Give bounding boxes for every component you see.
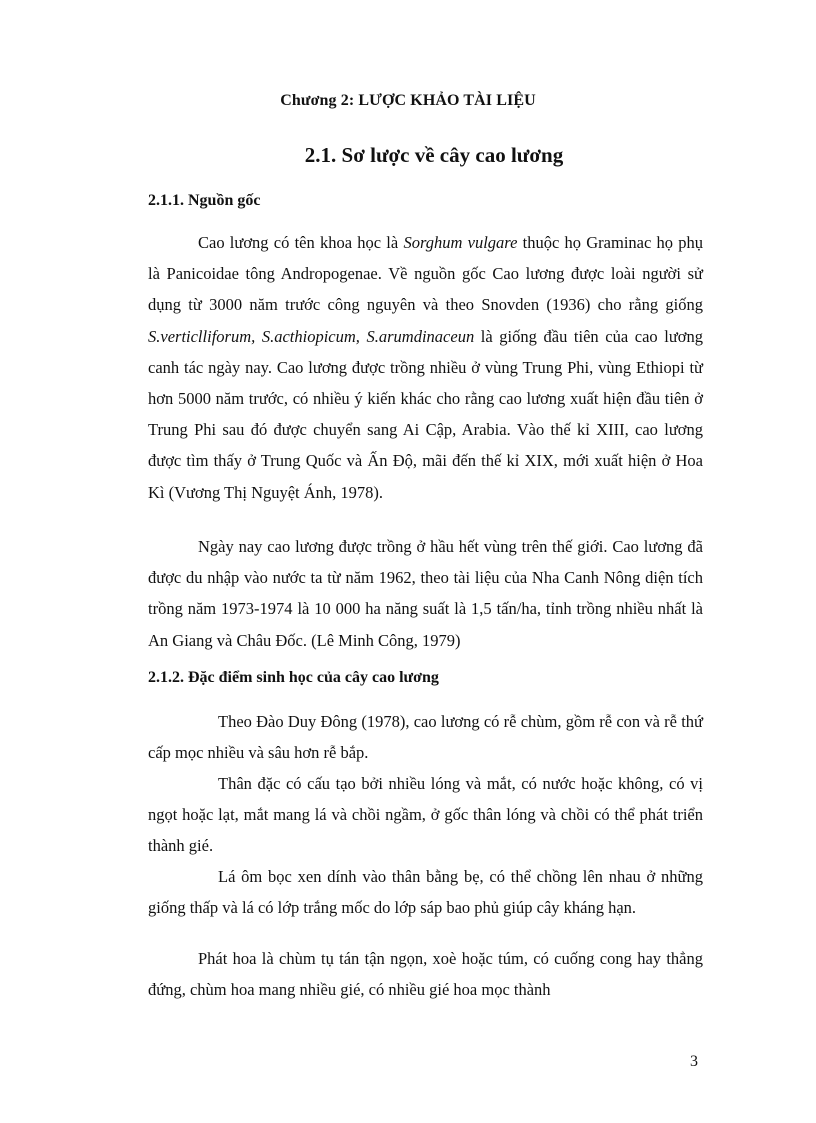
page-number: 3 — [690, 1053, 698, 1070]
paragraph-stem: Thân đặc có cấu tạo bởi nhiều lóng và mắt, có nước hoặc không, có vị ngọt hoặc lạt, mắt mang lá và chồi ngầm, ở gốc thân lóng và chồi có thể phát triển thành gié. — [148, 774, 703, 856]
p1-species-names: S.verticlliforum, S.acthiopicum, S.arumdinaceun — [148, 326, 475, 346]
p1-text-c: là giống đầu tiên của cao lương canh tác ngày nay. Cao lương được trồng nhiều ở vùng Trung Phi, vùng Ethiopi từ hơn 5000 năm trước, có nhiều ý kiến khác cho rằng cao lương xuất hiện đầu tiên ở Trung Phi sau đó được chuyển sang Ai Cập, Arabia. Vào thế kỉ XIII, cao lương được tìm thấy ở Trung Quốc và Ấn Độ, mãi đến thế kỉ XIX, mới xuất hiện ở Hoa Kì (Vương Thị Nguyệt Ánh, 1978). — [148, 326, 703, 502]
paragraph-roots: Theo Đào Duy Đông (1978), cao lương có rễ chùm, gồm rễ con và rễ thứ cấp mọc nhiều và sâu hơn rễ bắp. — [148, 712, 703, 763]
paragraph-inflorescence: Phát hoa là chùm tụ tán tận ngọn, xoè hoặc túm, có cuống cong hay thẳng đứng, chùm hoa mang nhiều gié, có nhiều gié hoa mọc thành — [148, 949, 703, 1000]
p1-scientific-name: Sorghum vulgare — [403, 233, 518, 252]
subsection-title-origin: 2.1.1. Nguồn gốc — [148, 192, 261, 209]
p1-text-b: thuộc họ Graminac họ phụ là Panicoidae tông Andropogenae. Về nguồn gốc Cao lương được loài người sử dụng từ 3000 năm trước công nguyên và theo Snovden (1936) cho rằng giống — [148, 233, 704, 315]
chapter-title: Chương 2: LƯỢC KHẢO TÀI LIỆU — [280, 92, 536, 109]
paragraph-origin — [148, 227, 703, 508]
section-title: 2.1. Sơ lược về cây cao lương — [304, 143, 564, 167]
paragraph-spread: Ngày nay cao lương được trồng ở hầu hết vùng trên thế giới. Cao lương đã được du nhập vào nước ta từ năm 1962, theo tài liệu của Nha Canh Nông diện tích trồng năm 1973-1974 là 10 000 ha năng suất là 1,5 tấn/ha, tỉnh trồng nhiều nhất là An Giang và Châu Đốc. (Lê Minh Công, 1979) — [148, 537, 703, 650]
subsection-title-biology: 2.1.2. Đặc điểm sinh học của cây cao lương — [148, 669, 439, 686]
p1-text-a: Cao lương có tên khoa học là — [198, 233, 404, 252]
paragraph-leaves: Lá ôm bọc xen dính vào thân bằng bẹ, có thể chồng lên nhau ở những giống thấp và lá có lớp trắng mốc do lớp sáp bao phủ giúp cây kháng hạn. — [148, 867, 703, 918]
